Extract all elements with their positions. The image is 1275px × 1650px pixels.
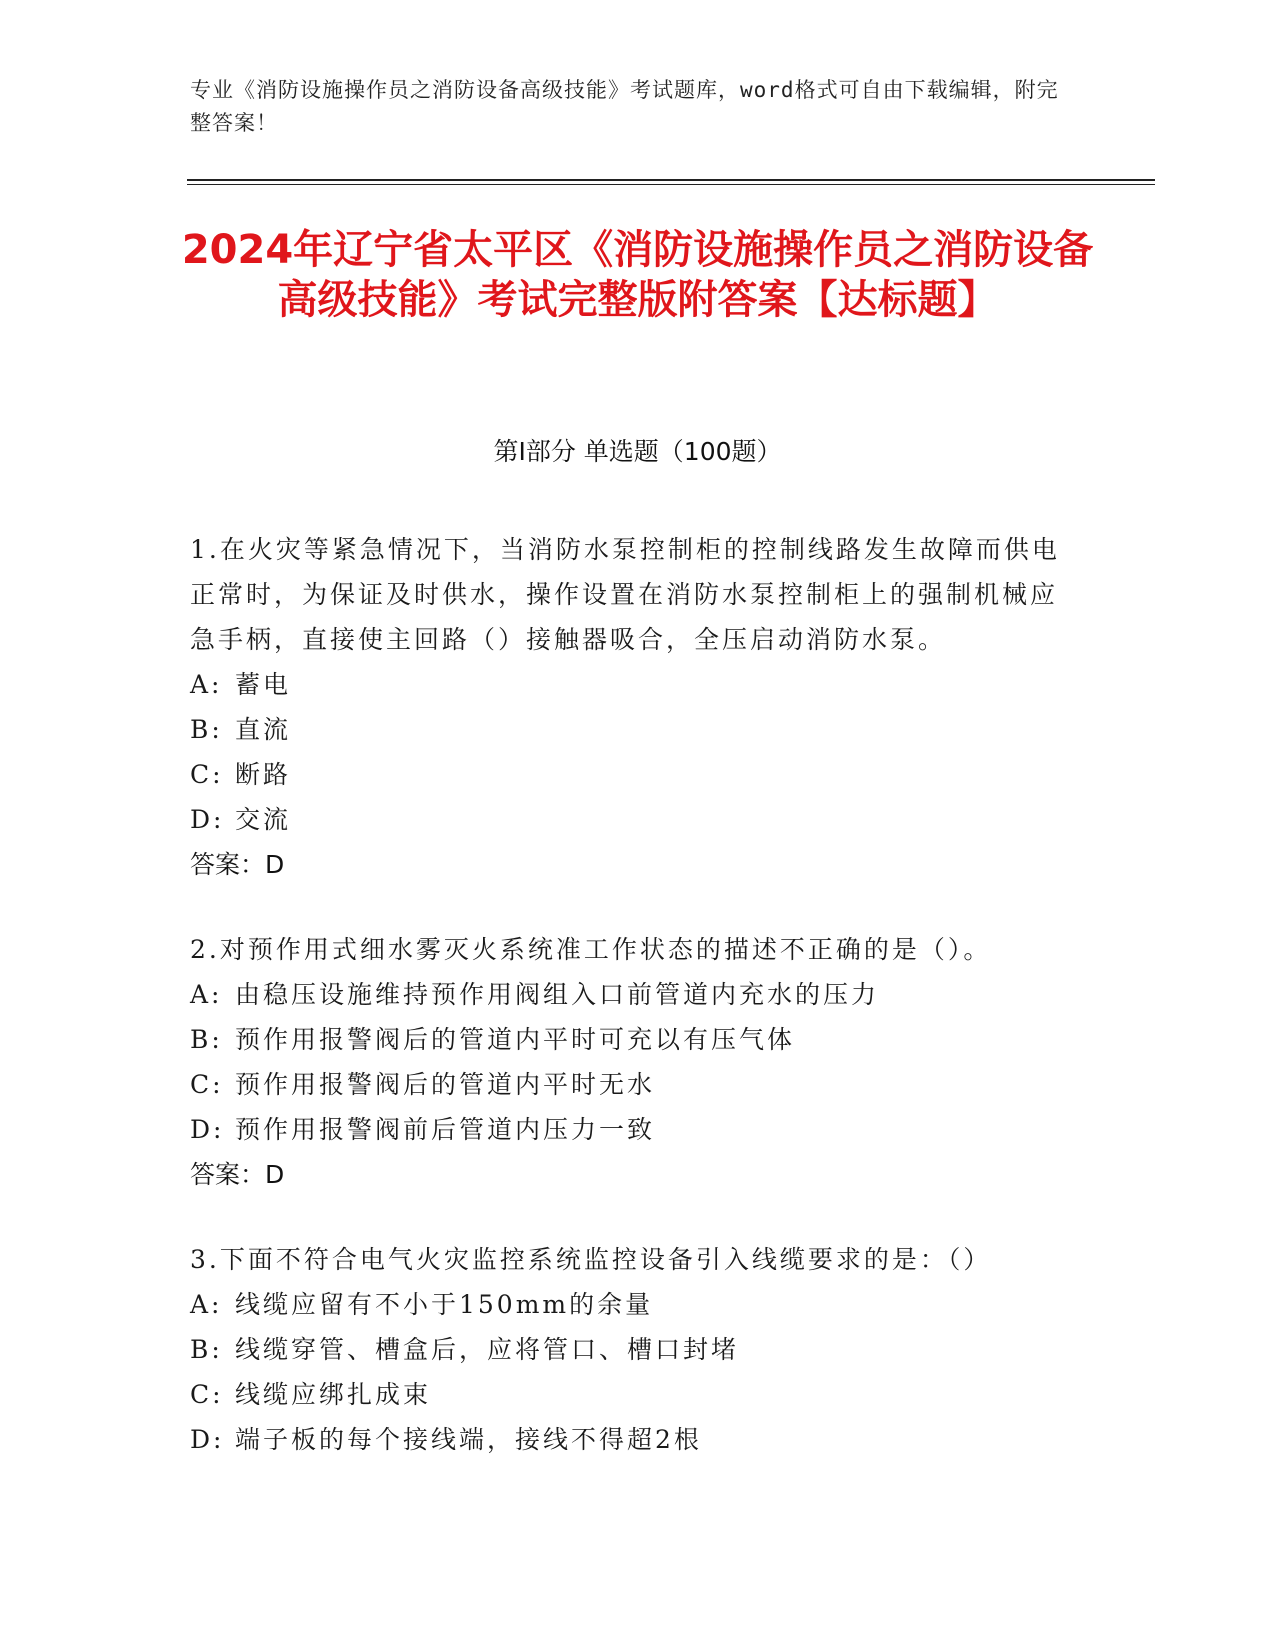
option-letter: C: xyxy=(190,760,224,789)
question-3 xyxy=(190,1237,1070,1462)
option-a xyxy=(190,972,1070,1017)
option-a xyxy=(190,1282,1070,1327)
option-d xyxy=(190,1417,1070,1462)
option-letter: C: xyxy=(190,1380,224,1409)
document-title: 2024年辽宁省太平区《消防设施操作员之消防设备高级技能》考试完整版附答案【达标题】 xyxy=(181,227,1094,323)
option-text: 直流 xyxy=(235,715,292,744)
option-text: 端子板的每个接线端，接线不得超2根 xyxy=(235,1425,702,1454)
option-a xyxy=(190,662,1070,707)
header-rule-thin xyxy=(187,184,1155,185)
question-2 xyxy=(190,927,1070,1197)
option-text: 预作用报警阀后的管道内平时无水 xyxy=(235,1070,656,1099)
option-letter: D: xyxy=(190,805,225,834)
option-c xyxy=(190,1062,1070,1107)
answer-line: 答案：D xyxy=(190,1160,285,1189)
option-letter: A: xyxy=(190,980,223,1009)
option-text: 预作用报警阀后的管道内平时可充以有压气体 xyxy=(235,1025,796,1054)
option-letter: A: xyxy=(190,1290,223,1319)
option-text: 交流 xyxy=(235,805,292,834)
option-b xyxy=(190,1327,1070,1372)
option-text: 线缆应留有不小于150mm的余量 xyxy=(235,1290,654,1319)
option-letter: A: xyxy=(190,670,223,699)
option-c xyxy=(190,1372,1070,1417)
header-rule-thick xyxy=(187,179,1155,181)
question-1 xyxy=(190,527,1070,887)
option-letter: B: xyxy=(190,1025,223,1054)
question-list xyxy=(190,527,1070,1502)
option-d xyxy=(190,1107,1070,1152)
option-b xyxy=(190,707,1070,752)
option-letter: C: xyxy=(190,1070,224,1099)
option-letter: B: xyxy=(190,715,223,744)
question-stem: 3.下面不符合电气火灾监控系统监控设备引入线缆要求的是：（） xyxy=(190,1245,992,1274)
option-text: 线缆穿管、槽盒后，应将管口、槽口封堵 xyxy=(235,1335,740,1364)
option-letter: D: xyxy=(190,1115,225,1144)
header-note: 专业《消防设施操作员之消防设备高级技能》考试题库，word格式可自由下载编辑，附完整答案！ xyxy=(190,78,1059,135)
option-c xyxy=(190,752,1070,797)
option-letter: D: xyxy=(190,1425,225,1454)
option-text: 蓄电 xyxy=(235,670,292,699)
option-text: 预作用报警阀前后管道内压力一致 xyxy=(235,1115,656,1144)
answer-line: 答案：D xyxy=(190,850,285,879)
option-letter: B: xyxy=(190,1335,223,1364)
option-d xyxy=(190,797,1070,842)
question-stem: 2.对预作用式细水雾灭火系统准工作状态的描述不正确的是（）。 xyxy=(190,935,992,964)
option-text: 断路 xyxy=(235,760,292,789)
section-heading: 第I部分 单选题（100题） xyxy=(493,437,782,466)
question-stem: 1.在火灾等紧急情况下，当消防水泵控制柜的控制线路发生故障而供电正常时，为保证及时供水，操作设置在消防水泵控制柜上的强制机械应急手柄，直接使主回路（）接触器吸合，全压启动消防水泵。 xyxy=(190,535,1060,654)
option-b xyxy=(190,1017,1070,1062)
option-text: 线缆应绑扎成束 xyxy=(235,1380,432,1409)
option-text: 由稳压设施维持预作用阀组入口前管道内充水的压力 xyxy=(235,980,880,1009)
